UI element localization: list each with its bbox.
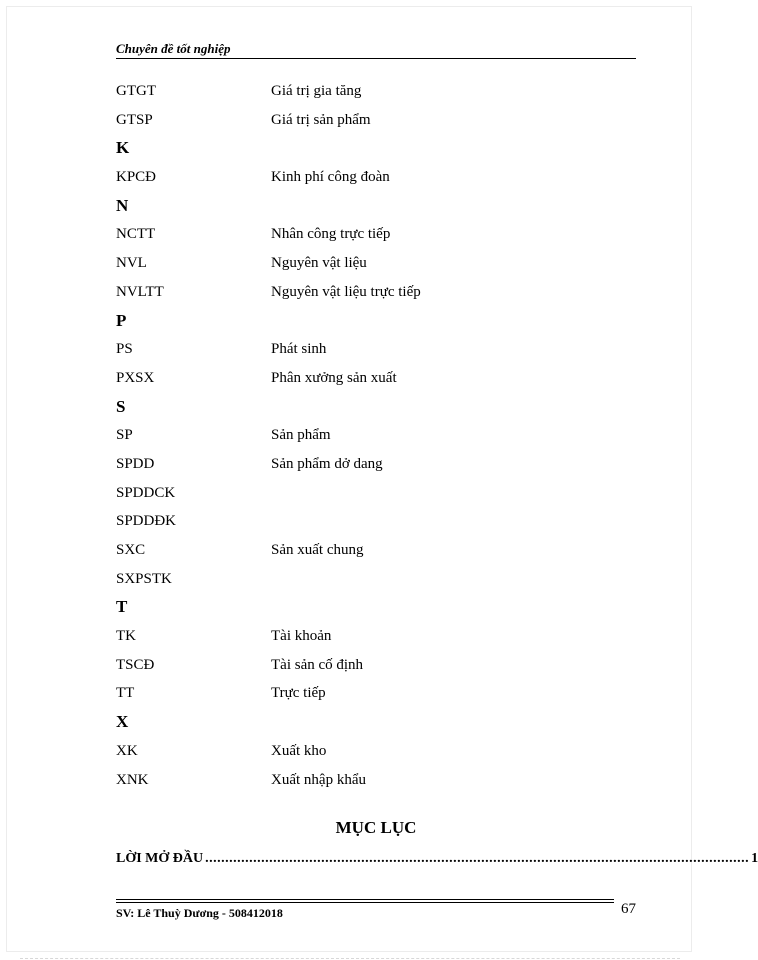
toc-entry-label: LỜI MỞ ĐẦU [116,851,204,866]
abbreviation-row [116,106,636,135]
abbreviation-code: SPDDCK [116,484,176,501]
abbreviation-code: XK [116,742,138,759]
abbreviation-row [116,278,636,307]
abbreviation-meaning: Kinh phí công đoàn [271,169,390,186]
abbreviation-meaning: Nguyên vật liệu [271,255,367,272]
abbreviation-code: NVL [116,255,147,272]
abbreviation-code: PS [116,341,133,358]
abbreviation-code: TSCĐ [116,656,155,673]
abbreviation-row [116,220,636,249]
abbreviation-row [116,77,636,106]
abbreviation-code: XNK [116,771,149,788]
abbreviation-row [116,651,636,680]
abbreviation-meaning: Tài sản cố định [271,656,364,673]
running-header: Chuyên đề tốt nghiệp [116,41,231,56]
section-letter: X [116,712,129,732]
abbreviation-row [116,766,636,795]
abbreviation-row [116,507,636,536]
abbreviation-meaning: Phân xưởng sản xuất [271,369,397,386]
header-rule [116,58,636,59]
abbreviation-code: SXPSTK [116,570,172,587]
abbreviation-code: SPDD [116,455,155,472]
page-number: 67 [621,901,636,917]
abbreviation-row [116,565,636,594]
toc-dot-leader: ........................................................................................................................................ [205,851,750,866]
section-letter: T [116,597,128,617]
section-letter: P [116,310,127,330]
toc-entry[interactable] [116,851,758,867]
abbreviation-row [116,536,636,565]
footer-rule-top [116,899,614,900]
abbreviation-code: KPCĐ [116,169,157,186]
abbreviation-meaning: Sản phẩm dở dang [271,455,383,472]
abbreviation-code: GTGT [116,83,156,99]
abbreviation-code: NCTT [116,226,156,243]
abbreviation-list [116,77,636,794]
abbreviation-row [116,622,636,651]
abbreviation-code: SPDDĐK [116,513,177,530]
abbreviation-row [116,450,636,479]
abbreviation-meaning: Xuất kho [271,742,327,759]
abbreviation-code: GTSP [116,111,153,128]
abbreviation-meaning: Phát sinh [271,341,327,358]
abbreviation-meaning: Trực tiếp [271,685,326,702]
abbreviation-row [116,737,636,766]
abbreviation-code: PXSX [116,369,155,386]
toc-title: MỤC LỤC [335,818,417,837]
section-letter: K [116,138,130,158]
page-bottom-edge [20,958,680,959]
abbreviation-code: TT [116,685,135,702]
footer-rule-bottom [116,902,614,903]
abbreviation-meaning: Nhân công trực tiếp [271,226,391,243]
abbreviation-row [116,679,636,708]
abbreviation-row [116,479,636,508]
abbreviation-meaning: Sản phẩm [271,427,331,444]
abbreviation-row [116,421,636,450]
section-letter: S [116,396,126,416]
abbreviation-code: TK [116,628,136,645]
abbreviation-meaning: Xuất nhập khẩu [271,771,366,788]
abbreviation-meaning: Giá trị sản phẩm [271,111,371,128]
abbreviation-row [116,249,636,278]
abbreviation-code: NVLTT [116,283,164,300]
abbreviation-meaning: Nguyên vật liệu trực tiếp [271,283,421,300]
section-letter: N [116,195,129,215]
toc-entry-page: 1 [751,851,758,866]
abbreviation-code: SP [116,427,133,444]
abbreviation-meaning: Giá trị gia tăng [271,83,362,99]
abbreviation-code: SXC [116,542,146,558]
abbreviation-row [116,364,636,393]
abbreviation-meaning: Sản xuất chung [271,542,364,558]
abbreviation-meaning: Tài khoản [271,628,332,645]
footer-student-info: SV: Lê Thuỳ Dương - 508412018 [116,906,283,920]
abbreviation-row [116,335,636,364]
abbreviation-row [116,163,636,192]
